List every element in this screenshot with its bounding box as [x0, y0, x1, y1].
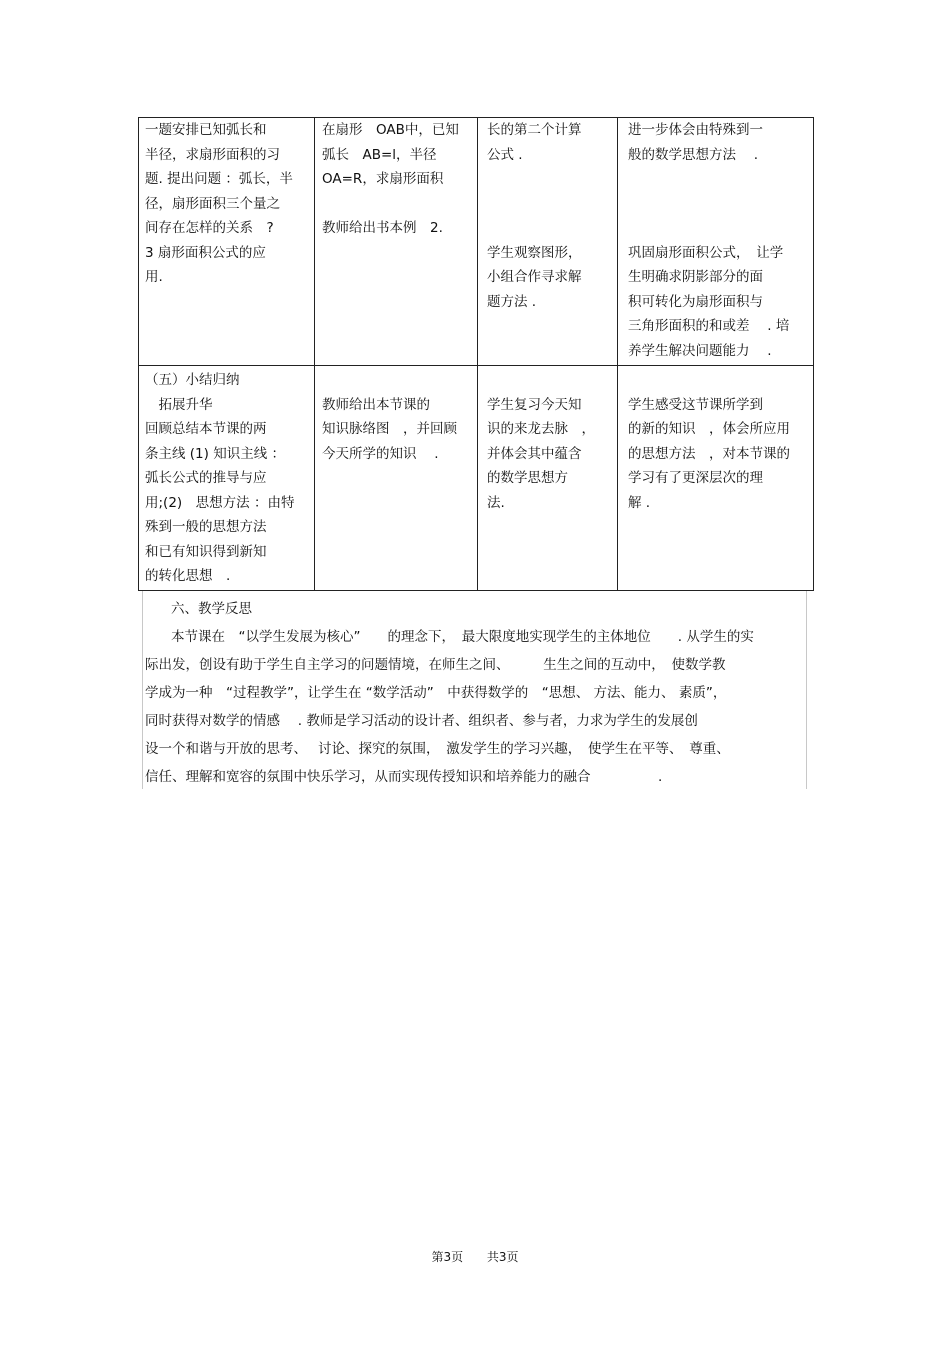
cell-line: 学生观察图形， — [487, 244, 582, 261]
cell-line — [628, 368, 790, 393]
cell-line: 识的来龙去脉 ， — [487, 421, 595, 437]
cell-line: 长的第二个计算 — [487, 122, 582, 138]
cell-line: 小组合作寻求解 — [487, 269, 582, 285]
cell-line: 并体会其中蕴含 — [487, 445, 582, 462]
cell-line: 题方法 . — [487, 293, 537, 310]
cell-line — [487, 192, 582, 217]
cell-line: 教师给出本节课的 — [322, 396, 430, 413]
cell-line: 三角形面积的和或差 . 培 — [628, 318, 790, 334]
cell-line: 半径，求扇形面积的习 — [145, 146, 280, 163]
cell-line: 学生复习今天知 — [487, 396, 582, 413]
cell-line — [322, 368, 457, 393]
cell-line: 弧长 AB=l，半径 — [322, 146, 437, 163]
cell-line: 教师给出书本例 2. — [322, 220, 443, 236]
cell-line: 回顾总结本节课的两 — [145, 421, 267, 437]
cell-line: 养学生解决问题能力 . — [628, 342, 772, 359]
cell-line — [322, 192, 459, 217]
column-divider — [314, 118, 315, 590]
row1-col1-cell — [145, 118, 293, 290]
cell-line: 和已有知识得到新知 — [145, 543, 267, 560]
cell-line: 今天所学的知识 . — [322, 445, 439, 462]
cell-line: 弧长公式的推导与应 — [145, 470, 267, 486]
paragraph-line: 本节课在 “以学生发展为核心” 的理念下， 最大限度地实现学生的主体地位 . 从学生的实 — [171, 629, 754, 645]
cell-line: 条主线 (1) 知识主线 ： — [145, 445, 285, 462]
cell-line: 的数学思想方 — [487, 470, 568, 486]
cell-line: （五）小结归纳 — [145, 372, 240, 388]
column-divider — [477, 118, 478, 590]
cell-line: 3 扇形面积公式的应 — [145, 244, 266, 261]
section-heading: 六、教学反思 — [171, 601, 252, 617]
paragraph-line: 同时获得对数学的情感 . 教师是学习活动的设计者、组织者、参与者，力求为学生的发展创 — [145, 713, 698, 729]
column-divider — [617, 118, 618, 590]
cell-line — [487, 216, 582, 241]
cell-line: 巩固扇形面积公式， 让学 — [628, 244, 784, 261]
row2-col1-cell — [145, 368, 294, 589]
cell-line: 间存在怎样的关系 ? — [145, 220, 274, 236]
row2-col4-cell — [628, 368, 790, 515]
cell-line: 的思想方法 ，对本节课的 — [628, 445, 790, 462]
page-total: 共3页 — [486, 1250, 519, 1264]
cell-line: 解 . — [628, 494, 651, 511]
cell-line: 知识脉络图 ，并回顾 — [322, 421, 457, 437]
page-footer — [0, 1248, 950, 1265]
row1-col3-cell — [487, 118, 582, 314]
row-divider — [139, 365, 813, 366]
cell-line: 公式 . — [487, 146, 523, 163]
lesson-plan-table — [138, 117, 814, 591]
cell-line: 生明确求阴影部分的面 — [628, 269, 763, 285]
page-number: 第3页 — [431, 1250, 464, 1264]
cell-line: 的新的知识 ，体会所应用 — [628, 421, 790, 437]
cell-line: 拓展升华 — [145, 396, 213, 413]
reflection-paragraph — [145, 623, 805, 791]
paragraph-line: 学成为一种 “过程教学”，让学生在 “数学活动” 中获得数学的 “思想、 方法、能力、 素质”， — [145, 685, 727, 701]
row1-col2-cell — [322, 118, 459, 241]
cell-line: 一题安排已知弧长和 — [145, 122, 267, 138]
cell-line: 在扇形 OAB中，已知 — [322, 122, 459, 138]
cell-line: 的转化思想 . — [145, 568, 231, 584]
cell-line: OA=R，求扇形面积 — [322, 171, 444, 187]
paragraph-line: 信任、理解和宽容的氛围中快乐学习，从而实现传授知识和培养能力的融合 . — [145, 769, 663, 785]
cell-line: 学习有了更深层次的理 — [628, 470, 763, 486]
cell-line: 法. — [487, 494, 505, 511]
cell-line: 学生感受这节课所学到 — [628, 396, 763, 413]
paragraph-line: 际出发，创设有助于学生自主学习的问题情境，在师生之间、 生生之间的互动中， 使数学教 — [145, 657, 726, 673]
cell-line — [628, 167, 789, 192]
paragraph-line: 设一个和谐与开放的思考、 讨论、探究的氛围， 激发学生的学习兴趣， 使学生在平等、 尊重、 — [145, 741, 730, 757]
cell-line — [487, 167, 582, 192]
cell-line: 殊到一般的思想方法 — [145, 519, 267, 535]
row2-col2-cell — [322, 368, 457, 466]
row2-col3-cell — [487, 368, 595, 515]
row1-col4-cell — [628, 118, 789, 363]
cell-line: 用. — [145, 269, 163, 285]
cell-line: 题. 提出问题 ：弧长，半 — [145, 171, 293, 187]
cell-line: 积可转化为扇形面积与 — [628, 293, 763, 310]
cell-line — [487, 368, 595, 393]
cell-line — [628, 216, 789, 241]
cell-line — [628, 192, 789, 217]
cell-line: 用;(2) 思想方法 ：由特 — [145, 494, 295, 511]
cell-line: 般的数学思想方法 . — [628, 146, 759, 163]
cell-line: 进一步体会由特殊到一 — [628, 122, 763, 138]
cell-line: 径，扇形面积三个量之 — [145, 195, 280, 212]
reflection-section — [142, 591, 807, 789]
